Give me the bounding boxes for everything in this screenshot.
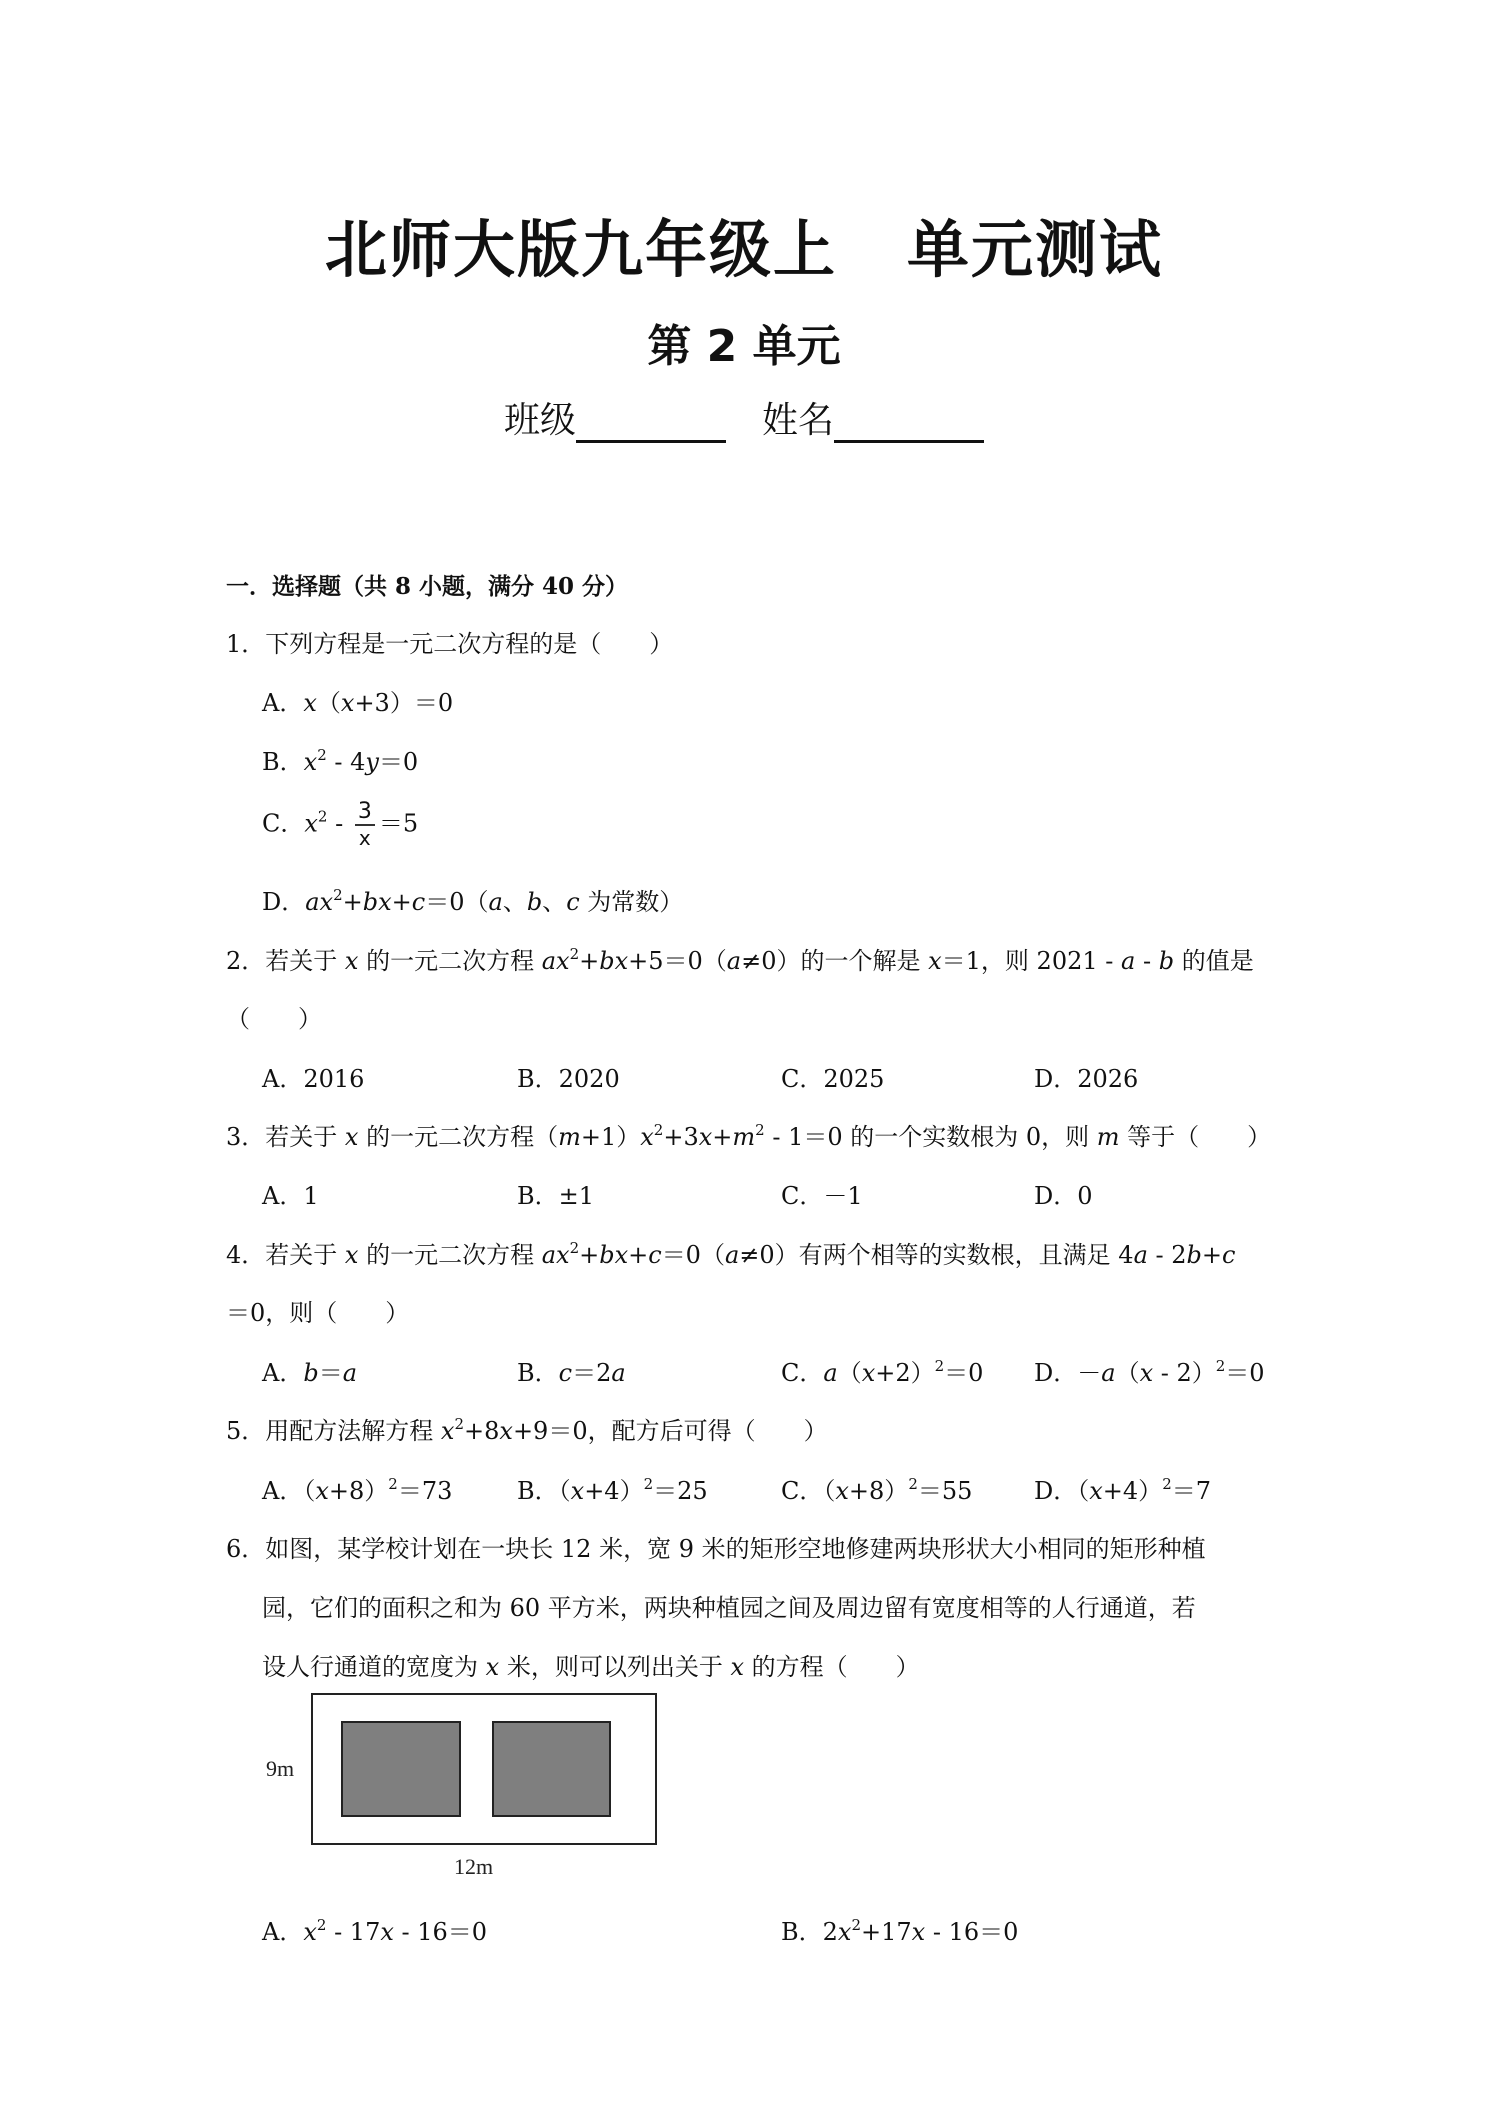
q5-option-a[interactable]: A．$(x+8)^2=73$ [262, 1475, 453, 1505]
question-6-stem-line3: 设人行通道的宽度为 x 米，则可以列出关于 x 的方程（ ） [262, 1653, 920, 1681]
question-2-stem-cont: （ ） [226, 1005, 322, 1033]
garden-diagram [262, 1690, 672, 1880]
q6-option-a[interactable]: A．$x^2 - 17x - 16=0$ [262, 1916, 488, 1946]
page-title [0, 200, 1488, 289]
unit-subtitle: 第 2 单元 [647, 321, 841, 372]
q1-option-b[interactable]: B．$x^2 - 4y=0$ [262, 746, 419, 776]
class-label: 班级 [503, 400, 576, 441]
question-6-stem-line2: 园，它们的面积之和为 60 平方米，两块种植园之间及周边留有宽度相等的人行通道，若 [262, 1594, 1196, 1622]
q4-option-b[interactable]: B．c＝2a [517, 1359, 626, 1387]
title-left: 北师大版九年级上 [324, 213, 837, 286]
fraction: $\frac{3}{x}$ [355, 800, 375, 850]
q3-option-d[interactable]: D．0 [1034, 1182, 1093, 1210]
question-2-stem: 2．若关于 x 的一元二次方程 $ax^2+bx+5=0(a\ne 0)$的一个解是 x＝1，则 2021 - a - b 的值是 [226, 945, 1254, 975]
q2-option-a[interactable]: A．2016 [262, 1065, 365, 1093]
section-heading: 一．选择题（共 8 小题，满分 40 分） [226, 573, 629, 600]
q6-option-b[interactable]: B．$2x^2+17x - 16=0$ [781, 1916, 1019, 1946]
q1-option-c[interactable]: C．$x^2$ - $\frac{3}{x}$ ＝5 [262, 799, 419, 850]
q2-option-b[interactable]: B．2020 [517, 1065, 620, 1093]
length-label: 12m [454, 1854, 494, 1879]
garden-plot-right [493, 1722, 610, 1816]
question-4-stem: 4．若关于 x 的一元二次方程 $ax^2+bx+c=0(a\ne 0)$有两个相等的实数根，且满足 4a - 2b+c [226, 1239, 1236, 1269]
title-right: 单元测试 [907, 213, 1164, 286]
q2-option-d[interactable]: D．2026 [1034, 1065, 1139, 1093]
name-blank[interactable] [834, 404, 984, 443]
q4-option-c[interactable]: C．$a(x+2)^2=0$ [781, 1357, 984, 1387]
q4-option-d[interactable]: D．－a（x - 2）$^2$＝0 [1034, 1357, 1265, 1387]
width-label: 9m [266, 1756, 295, 1781]
question-1-stem: 1．下列方程是一元二次方程的是（ ） [226, 630, 674, 658]
q5-option-c[interactable]: C．$(x+8)^2=55$ [781, 1475, 973, 1505]
q2-option-c[interactable]: C．2025 [781, 1065, 885, 1093]
question-6-stem: 6．如图，某学校计划在一块长 12 米，宽 9 米的矩形空地修建两块形状大小相同的矩形种植 [226, 1535, 1206, 1563]
q4-option-a[interactable]: A．b＝a [262, 1359, 358, 1387]
q1-option-d[interactable]: D．$ax^2+bx+c=0(a$、b、c 为常数） [262, 886, 684, 916]
garden-plot-left [342, 1722, 460, 1816]
student-info-line [0, 392, 1488, 443]
question-4-stem-cont: ＝0，则（ ） [226, 1299, 410, 1327]
q3-option-c[interactable]: C．－1 [781, 1182, 863, 1210]
q3-option-b[interactable]: B．±1 [517, 1182, 595, 1210]
question-5-stem: 5．用配方法解方程 $x^2+8x+9=0$，配方后可得（ ） [226, 1415, 828, 1445]
q5-option-d[interactable]: D．$(x+4)^2=7$ [1034, 1475, 1212, 1505]
class-blank[interactable] [576, 404, 726, 443]
name-label: 姓名 [762, 400, 835, 441]
q5-option-b[interactable]: B．$(x+4)^2=25$ [517, 1475, 708, 1505]
q3-option-a[interactable]: A．1 [262, 1182, 319, 1210]
question-3-stem: 3．若关于 x 的一元二次方程$(m+1)x^2+3x+m^2 - 1=0$ 的一个实数根为 0，则 m 等于（ ） [226, 1121, 1272, 1151]
q1-option-a[interactable]: A．x（x+3）＝0 [262, 689, 454, 717]
